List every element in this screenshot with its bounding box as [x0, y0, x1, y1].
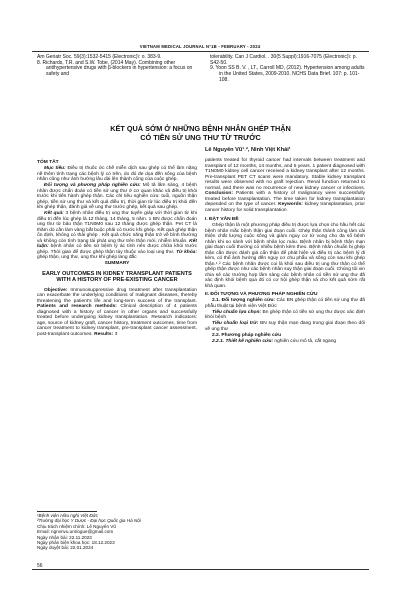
footnote-line: Chịu trách nhiệm chính: Lê Nguyên Vũ [37, 523, 116, 529]
abstract-paragraph: Đối tượng và phương pháp nghiên cứu: Mô tả lâm sàng, 4 bệnh nhân được chẩn đoán có tiền sử ung thư ở cơ quan khác và điều trị khỏi trước khi tiến hành ghép thận. Các chỉ tiêu nghiên cứu: tuổi, nguồn thận ghép, tiền sử ung thư và kết quả điều trị, thời gian từ lúc điều trị khỏi đến khi ghép thận, đánh giá về ung thư trước ghép, kết quả sau ghép. [37, 183, 197, 211]
page-number: 56 [37, 563, 43, 569]
article-title-line: KẾT QUẢ SỚM Ở NHỮNG BỆNH NHÂN GHÉP THẬN [110, 124, 291, 133]
reference-entry: 8. Richards, T.R. and S.W. Tobe, (2014 May). Combining other antihypertensive drugs with β-blockers in hypertension: a focus on safety and [37, 59, 193, 78]
footnote-rule [37, 511, 97, 512]
footnote-affiliation: ²Trường đại học Y Dược - Đại học Quốc gia Hà Nội [37, 518, 141, 524]
summary-heading: SUMMARY [104, 261, 130, 267]
section-heading: II. ĐỐI TƯỢNG VÀ PHƯƠNG PHÁP NGHIÊN CỨU [205, 292, 318, 298]
abstract-heading: TÓM TẮT [37, 160, 59, 165]
english-title: EARLY OUTCOMES IN KIDNEY TRANSPLANT PATIENTS WITH A HISTORY OF PRE-EXISTING CANCER [42, 270, 192, 284]
reference-entry: 9. Yoon SS B. V. , LT., Carroll MD, (2012). Hypertension among adults in the United States, 2009-2010. NCHS Data Brief. 107: p. 101-108. [210, 65, 365, 83]
body-paragraph: 2.1. Đối tượng nghiên cứu: Các BN ghép thận có tiền sử ung thư đã phẫu thuật tại bệnh viện Việt Đức [205, 298, 365, 309]
footnote-line: Email: ngnvnvu.urologue@gmail.com [37, 529, 114, 535]
footnote-line: Ngày nhận bài: 22.11.2023 [37, 534, 92, 540]
footnote-affiliation: ¹Bệnh viện Hữu nghị Việt Đức [37, 513, 98, 518]
subsection-heading: 2.2. Phương pháp nghiên cứu [212, 332, 282, 338]
footnote-line: Ngày phản biện khoa học: 18.12.2023 [37, 540, 115, 546]
reference-entry: tolerability. Can J Cardiol. . 30(5 Suppl):1916-7075 (Electronic)\: p. S42-50. [210, 54, 357, 66]
references-right [210, 55, 365, 84]
left-column [37, 160, 197, 338]
abstract-paragraph: Mục tiêu: Điều trị thuốc ức chế miễn dịch sau ghép có thể làm nặng nề thêm tình trạng các bệnh lý có trên, do đó đe dọa đến sống của bệnh nhân cũng như ảnh hưởng lâu dài lên thành công của cuộc ghép. [37, 166, 197, 183]
summary-paragraph: Objective: Immunosuppressive drug treatment after transplantation can exacerbate the underlying conditions of malignant diseases, thereby threatening the patient's life and long-term success of the transplant. Patients and research methods: Clinical description of 4 patients diagnosed with a history of cancer in other organs and successfully treated before undergoing kidney transplantation. Research indicators: age, source of kidney graft, cancer history, treatment outcomes, time from cancer treatment to kidney transplant, pre-transplant cancer assessment, post-transplant outcomes. Results: 3 [37, 287, 197, 337]
reference-entry: Am Geriatr Soc. 59(3):1532-5415 (Electronic)\: o. 383-9. [37, 54, 162, 60]
section-heading: I. ĐẶT VẤN ĐỀ [205, 217, 239, 222]
header-rule [32, 51, 369, 52]
footnotes [37, 513, 202, 551]
abstract-paragraph: Kết quả: 3 bệnh nhân điều trị ung thư tuyến giáp với thời gian từ khi điều trị đến lúc ghép là 12 tháng, 14 tháng, 5 năm. 1 BN được chẩn đoán ung thư từ bảo thận T1N0M0 sau 12 tháng được ghép thận. Pet CT là thăm dò cần làm vàng bắt buộc phải có trước khi ghép. Kết quả ghép thận ổn định, không có thải ghép . Kết quả chức năng thận trở về bình thường và không còn tình trạng tái phát ung thư trên thận mới, nhiễm khuẩn. Kết luận: bệnh nhân có tiền sử bệnh lý ác tính nên được chữa khỏi trước ghép. Thời gian để được ghép thận tùy thuộc vào loại ung thư. Từ khóa: ghép thận, ung thư, ung thư khi ghép lang đắc [37, 211, 197, 261]
body-paragraph: Tiêu chuẩn lựa chọn: Bn ghép thận có tiền sử ung thư được xác định khỏi bệnh [205, 309, 365, 321]
article-title-line: CÓ TIỀN SỬ UNG THƯ TỪ TRƯỚC [140, 133, 261, 142]
references-left [37, 55, 202, 78]
body-paragraph: 2.2.1. Thiết kế nghiên cứu: nghiên cứu mô tả, cắt ngang [212, 339, 337, 345]
right-column [205, 158, 365, 345]
footer-rule [32, 569, 369, 570]
body-paragraph: Ghép thận là một phương pháp điều trị được lựa chọn cho hầu hết các bệnh nhân mắc bệnh thận giai đoạn cuối. Ghép thận thành công làm cải thiện chất lượng cuộc sống và giảm nguy cơ tử vong cho đa số bệnh nhân khi so sánh với bệnh nhân lọc máu. Bệnh nhân bị bệnh thận mạn giai đoạn cuối thường có nhiều bệnh kèm theo. Bệnh nhân chuẩn bị ghép thận cần được đánh giá cẩn thận để phát hiện và điều trị các bệnh lý đi kèm, có thể ảnh hưởng đến nguy cơ chu phẫu và sống còn sau khi ghép thận.¹˒² Các bệnh nhân được coi là khỏi sau điều trị ung thư thận có thể ghép thận được như các bệnh nhân suy thận giai đoạn cuối. Chúng tôi xin chia sẻ các trường hợp lâm sàng các bệnh nhân có tiền sử ung thư đã xác định khỏi bệnh qua đó có cơ hội ghép thận và cho kết quả sớm rất khả quan. [205, 223, 365, 289]
body-paragraph: Tiêu chuẩn loại trừ: BN suy thận mạn đang trong giai đoạn theo dõi về ung thư [205, 321, 365, 332]
footnote-line: Ngày duyệt bài: 22.01.2024 [37, 545, 94, 551]
summary-paragraph: patients treated for thyroid cancer had intervals between treatment and transplant of 12 months, 14 months, and 5 years. 1 patient diagnosed with T1N0M0 kidney cell cancer received a kidney transplant after 12 months. Pre-transplant PET CT scans were mandatory. Stable kidney transplant results were observed with no graft rejection. Renal function returned to normal, and there was no recurrence of new kidney cancer or infections. Conclusion: Patients with a history of malignancy were successfully treated before transplantation. The time taken for kidney transplantation depended on the type of cancer. Keywords: kidney transplantation, prior cancer history for solid transplantation [205, 158, 365, 213]
article-authors: Lê Nguyên Vũ¹˒², Ninh Việt Khải¹ [205, 147, 291, 153]
article-title [32, 124, 369, 142]
journal-header: VIETNAM MEDICAL JOURNAL N°1B - FEBRUARY - 2024 [139, 44, 261, 49]
